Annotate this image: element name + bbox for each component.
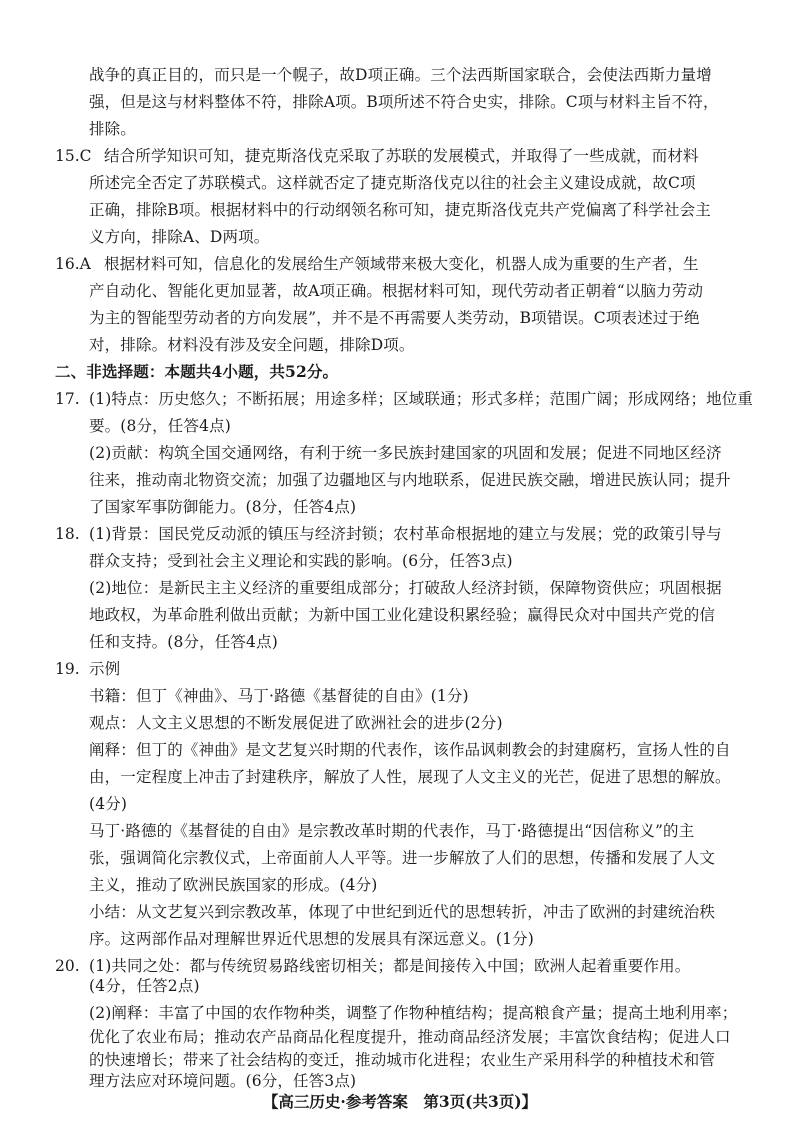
answer-line: 主义，推动了欧洲民族国家的形成。(4分) (89, 876, 378, 894)
intro-line: 战争的真正目的，而只是一个幌子，故D项正确。三个法西斯国家联合，会使法西斯力量增 (89, 66, 712, 84)
answer-line: 观点：人文主义思想的不断发展促进了欧洲社会的进步(2分) (89, 714, 503, 732)
answer-line: 序。这两部作品对理解世界近代思想的发展具有深远意义。(1分) (89, 930, 534, 948)
answer-line: 所述完全否定了苏联模式。这样就否定了捷克斯洛伐克以往的社会主义建设成就，故C项 (89, 174, 696, 192)
answer-line: 阐释：但丁的《神曲》是文艺复兴时期的代表作，该作品讽刺教会的封建腐朽，宣扬人性的自 (89, 741, 731, 759)
answer-line: 往来，推动南北物资交流；加强了边疆地区与内地联系，促进民族交融，增进民族认同；提升 (89, 471, 731, 489)
answer-line: 理方法应对环境问题。(6分，任答3点) (89, 1072, 357, 1090)
intro-line: 强，但是这与材料整体不符，排除A项。B项所述不符合史实，排除。C项与材料主旨不符， (89, 93, 719, 111)
answer-line: (4分，任答2点) (89, 977, 200, 995)
answer-line: 义方向，排除A、D两项。 (89, 228, 270, 246)
answer-line: 要。(8分，任答4点) (89, 417, 231, 435)
answer-line: 结合所学知识可知，捷克斯洛伐克采取了苏联的发展模式，并取得了一些成就，而材料 (104, 147, 699, 165)
answer-line: 马丁·路德的《基督徒的自由》是宗教改革时期的代表作，马丁·路德提出“因信称义”的主 (89, 822, 695, 840)
answer-line: 群众支持；受到社会主义理论和实践的影响。(6分，任答3点) (89, 552, 513, 570)
answer-line: (2)阐释：丰富了中国的农作物种类，调整了作物种植结构；提高粮食产量；提高土地利用率； (89, 1004, 738, 1022)
answer-line: (1)特点：历史悠久；不断拓展；用途多样；区域联通；形式多样；范围广阔；形成网络；地位重 (89, 390, 754, 408)
question-number-15: 15.C (55, 147, 92, 165)
page-footer: 【高三历史·参考答案 第3页(共3页)】 (262, 1092, 538, 1111)
answer-line: (1)背景：国民党反动派的镇压与经济封锁；农村革命根据地的建立与发展；党的政策引导与 (89, 525, 722, 543)
answer-line: 根据材料可知，信息化的发展给生产领域带来极大变化，机器人成为重要的生产者，生 (104, 255, 699, 273)
answer-line: 示例 (89, 660, 121, 678)
question-number-18: 18. (55, 525, 80, 543)
intro-line: 排除。 (89, 120, 136, 138)
answer-line: 张，强调简化宗教仪式，上帝面前人人平等。进一步解放了人们的思想，传播和发展了人文 (89, 849, 716, 867)
answer-line: 任和支持。(8分，任答4点) (89, 633, 278, 651)
answer-line: 地政权，为革命胜利做出贡献；为新中国工业化建设积累经验；赢得民众对中国共产党的信 (89, 606, 716, 624)
answer-line: 对，排除。材料没有涉及安全问题，排除D项。 (89, 336, 415, 354)
answer-line: 的快速增长；带来了社会结构的变迁，推动城市化进程；农业生产采用科学的种植技术和管 (89, 1051, 716, 1069)
answer-line: 为主的智能型劳动者的方向发展”，并不是不再需要人类劳动，B项错误。C项表述过于绝 (89, 309, 700, 327)
answer-line: (4分) (89, 795, 128, 813)
question-number-17: 17. (55, 390, 80, 408)
answer-line: 了国家军事防御能力。(8分，任答4点) (89, 498, 357, 516)
answer-line: 书籍：但丁《神曲》、马丁·路德《基督徒的自由》(1分) (89, 687, 469, 705)
answer-line: (2)贡献：构筑全国交通网络，有利于统一多民族封建国家的巩固和发展；促进不同地区经济 (89, 444, 722, 462)
answer-line: 由，一定程度上冲击了封建秩序，解放了人性，展现了人文主义的光芒，促进了思想的解放。 (89, 768, 731, 786)
answer-line: (1)共同之处：都与传统贸易路线密切相关；都是间接传入中国；欧洲人起着重要作用。 (89, 957, 691, 975)
question-number-16: 16.A (55, 255, 91, 273)
answer-line: 正确，排除B项。根据材料中的行动纲领名称可知，捷克斯洛伐克共产党偏离了科学社会主 (89, 201, 711, 219)
answer-line: (2)地位：是新民主主义经济的重要组成部分；打破敌人经济封锁，保障物资供应；巩固根据 (89, 579, 722, 597)
answer-line: 小结：从文艺复兴到宗教改革，体现了中世纪到近代的思想转折，冲击了欧洲的封建统治秩 (89, 903, 716, 921)
answer-line: 产自动化、智能化更加显著，故A项正确。根据材料可知，现代劳动者正朝着“以脑力劳动 (89, 282, 704, 300)
question-number-20: 20. (55, 957, 80, 975)
section-heading: 二、非选择题：本题共4小题，共52分。 (55, 362, 339, 381)
answer-line: 优化了农业布局；推动农产品商品化程度提升，推动商品经济发展；丰富饮食结构；促进人口 (89, 1028, 731, 1046)
question-number-19: 19. (55, 660, 80, 678)
